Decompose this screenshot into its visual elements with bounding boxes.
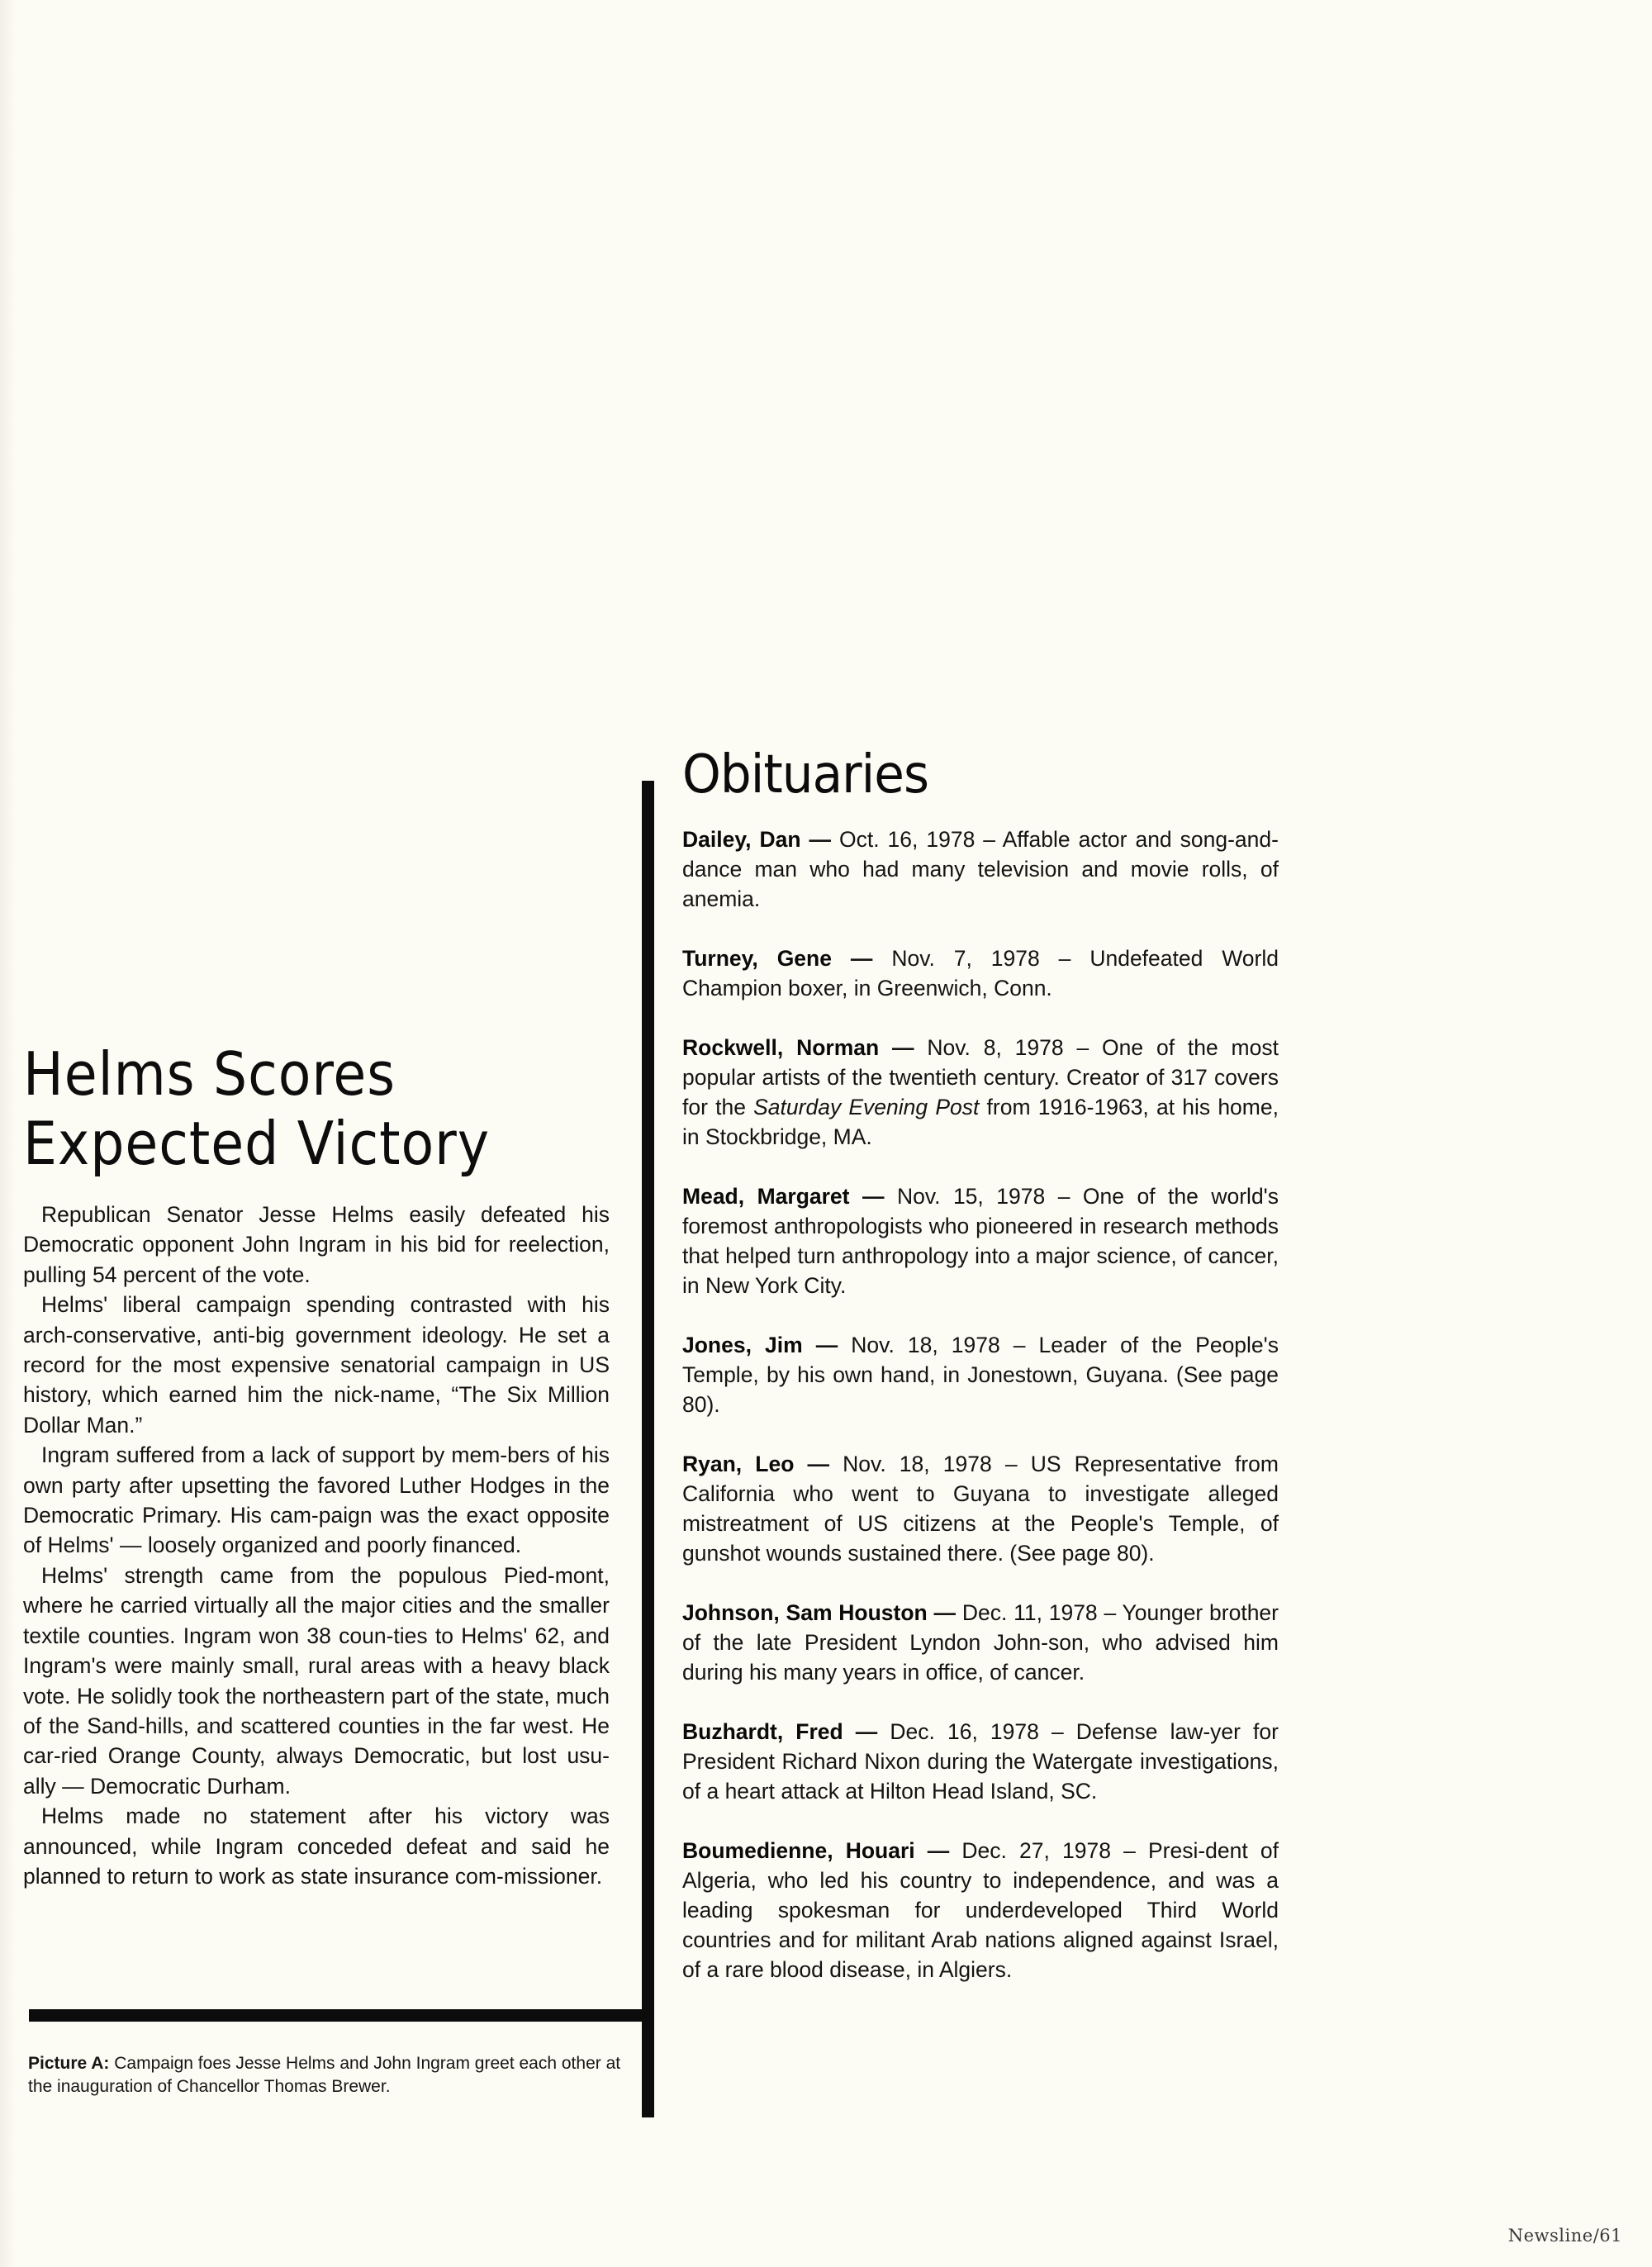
obituaries-heading: Obituaries (682, 744, 929, 806)
article-body (23, 1200, 610, 1891)
article-headline (23, 1039, 610, 1178)
obituary-name: Jones, Jim (682, 1333, 803, 1357)
obituary-date: Oct. 16, 1978 (838, 827, 976, 852)
article-paragraph: Helms' liberal campaign spending contrasted with his arch-conservative, anti-big government ideology. He set a record for the most expensive senatorial campaign in US history, which earned him the nick-name, “The Six Million Dollar Man.” (23, 1292, 610, 1438)
page-edge-shadow (0, 0, 15, 2267)
caption-text: Campaign foes Jesse Helms and John Ingram greet each other at the inauguration of Chancellor Thomas Brewer. (28, 2054, 621, 2096)
obituary-entry: Buzhardt, Fred — Dec. 16, 1978 – Defense law-yer for President Richard Nixon during the Watergate investigations, of a heart attack at Hilton Head Island, SC. (682, 1719, 1279, 1804)
headline-line-2: Expected Victory (23, 1109, 491, 1178)
article-paragraph: Helms made no statement after his victory was announced, while Ingram conceded defeat and said he planned to return to work as state insurance com-missioner. (23, 1804, 610, 1889)
picture-caption (28, 2052, 623, 2098)
obituary-text: Younger brother of the late President Lyndon John-son, who advised him during his many years in office, of cancer. (682, 1600, 1279, 1685)
helms-article (23, 1039, 610, 1889)
obituary-date: Dec. 16, 1978 (890, 1719, 1039, 1744)
article-paragraph: Helms' strength came from the populous Pied-mont, where he carried virtually all the major cities and the smaller textile counties. Ingram won 38 coun-ties to Helms' 62, and Ingram's were mainly small, rural areas with a heavy black vote. He solidly took the northeastern part of the state, much of the Sand-hills, and scattered counties in the far west. He car-ried Orange County, always Democratic, but lost usu-ally — Democratic Durham. (23, 1562, 610, 1799)
publication-title: Saturday Evening Post (753, 1095, 980, 1119)
obituary-name: Ryan, Leo (682, 1452, 795, 1476)
obituary-name: Johnson, Sam Houston (682, 1600, 928, 1625)
vertical-column-rule (642, 781, 654, 2117)
caption-label: Picture A: (28, 2054, 110, 2073)
obituary-date: Nov. 18, 1978 (843, 1452, 992, 1476)
obituary-date: Nov. 15, 1978 (896, 1184, 1046, 1209)
page-folio: Newsline/61 (1507, 2226, 1622, 2246)
obituary-date: Nov. 8, 1978 (927, 1035, 1064, 1060)
obituary-date: Nov. 7, 1978 (891, 946, 1040, 971)
obituary-text: One of the most popular artists of the twentieth century. Creator of 317 covers for the (682, 1035, 1279, 1119)
obituary-text: US Representative from California who went to Guyana to investigate alleged mistreatment of US citizens at the People's Temple, of gunshot wounds sustained there. (See page 80). (682, 1452, 1279, 1566)
obituary-entry: Dailey, Dan — Oct. 16, 1978 – Affable actor and song-and-dance man who had many television and movie rolls, of anemia. (682, 827, 1279, 911)
obituary-name: Turney, Gene (682, 946, 832, 971)
obituary-name: Dailey, Dan (682, 827, 801, 852)
obituary-name: Mead, Margaret (682, 1184, 850, 1209)
obituary-date: Dec. 11, 1978 (961, 1600, 1098, 1625)
obituaries-section (682, 744, 1279, 2014)
obituary-text: Leader of the People's Temple, by his own hand, in Jonestown, Guyana. (See page 80). (682, 1333, 1279, 1417)
obituary-entry: Johnson, Sam Houston — Dec. 11, 1978 – Younger brother of the late President Lyndon John-son, who advised him during his many years in office, of cancer. (682, 1600, 1279, 1685)
obituary-entry: Mead, Margaret — Nov. 15, 1978 – One of the world's foremost anthropologists who pioneered in research methods that helped turn anthropology into a major science, of cancer, in New York City. (682, 1184, 1279, 1298)
obituary-entry: Ryan, Leo — Nov. 18, 1978 – US Representative from California who went to Guyana to investigate alleged mistreatment of US citizens at the People's Temple, of gunshot wounds sustained there. (See page 80). (682, 1452, 1279, 1566)
horizontal-divider-rule (29, 2009, 647, 2022)
obituary-entry: Jones, Jim — Nov. 18, 1978 – Leader of the People's Temple, by his own hand, in Jonestown, Guyana. (See page 80). (682, 1333, 1279, 1417)
obituary-entry: Boumedienne, Houari — Dec. 27, 1978 – Presi-dent of Algeria, who led his country to independence, and was a leading spokesman for underdeveloped Third World countries and for militant Arab nations aligned against Israel, of a rare blood disease, in Algiers. (682, 1838, 1279, 1982)
obituary-entry: Rockwell, Norman — Nov. 8, 1978 – One of the most popular artists of the twentieth century. Creator of 317 covers for the Saturday Evening Post from 1916-1963, at his home, in Stockbridge, MA. (682, 1035, 1279, 1149)
obituary-entry: Turney, Gene — Nov. 7, 1978 – Undefeated World Champion boxer, in Greenwich, Conn. (682, 946, 1279, 1000)
obituary-text: One of the world's foremost anthropologists who pioneered in research methods that helped turn anthropology into a major science, of cancer, in New York City. (682, 1184, 1279, 1298)
obituary-name: Rockwell, Norman (682, 1035, 880, 1060)
obituary-text-cont: from 1916-1963, at his home, in Stockbridge, MA. (682, 1095, 1279, 1149)
obituary-text: Presi-dent of Algeria, who led his country to independence, and was a leading spokesman for underdeveloped Third World countries and for militant Arab nations aligned against Israel, of a rare blood disease, in Algiers. (682, 1838, 1279, 1982)
obituary-name: Boumedienne, Houari (682, 1838, 915, 1863)
obituary-text: Affable actor and song-and-dance man who had many television and movie rolls, of anemia. (682, 827, 1279, 911)
obituary-text: Defense law-yer for President Richard Nixon during the Watergate investigations, of a heart attack at Hilton Head Island, SC. (682, 1719, 1279, 1804)
article-paragraph: Republican Senator Jesse Helms easily defeated his Democratic opponent John Ingram in his bid for reelection, pulling 54 percent of the vote. (23, 1202, 610, 1287)
article-paragraph: Ingram suffered from a lack of support by mem-bers of his own party after upsetting the favored Luther Hodges in the Democratic Primary. His cam-paign was the exact opposite of Helms' — loosely organized and poorly financed. (23, 1442, 610, 1558)
obituary-text: Undefeated World Champion boxer, in Greenwich, Conn. (682, 946, 1279, 1000)
obituary-date: Dec. 27, 1978 (961, 1838, 1111, 1863)
obituary-name: Buzhardt, Fred (682, 1719, 843, 1744)
headline-line-1: Helms Scores (23, 1039, 396, 1109)
obituary-date: Nov. 18, 1978 (851, 1333, 1000, 1357)
